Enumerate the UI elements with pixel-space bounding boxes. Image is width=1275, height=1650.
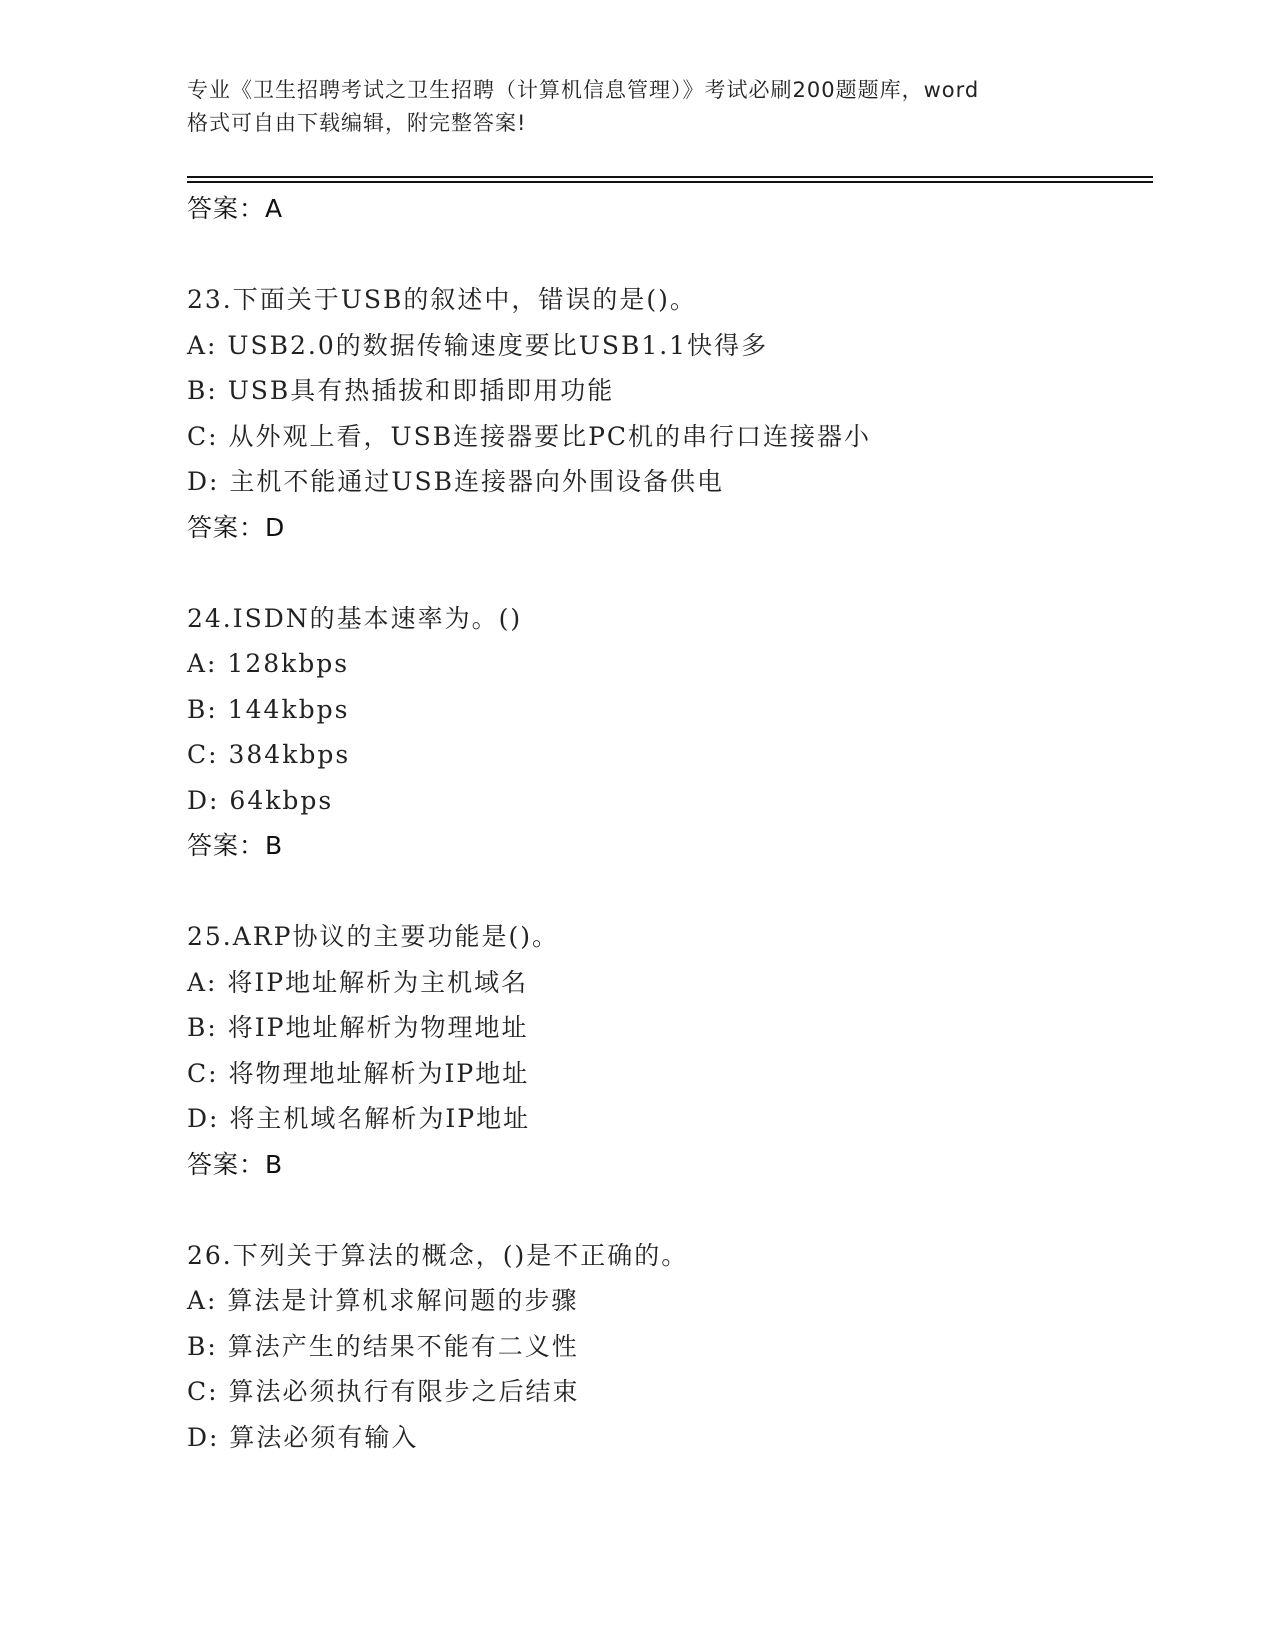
question-block (187, 277, 1153, 550)
spacer (187, 1187, 1153, 1233)
question-block (187, 914, 1153, 1187)
question-block (187, 596, 1153, 869)
spacer (187, 868, 1153, 914)
option-b: B: USB具有热插拔和即插即用功能 (187, 376, 615, 405)
option-a: A: 将IP地址解析为主机域名 (187, 967, 529, 997)
question-block (187, 1233, 1153, 1461)
option-b: B: 算法产生的结果不能有二义性 (187, 1331, 579, 1361)
option-c: C: 384kbps (187, 740, 351, 769)
header-line-2: 格式可自由下载编辑，附完整答案! (187, 111, 527, 135)
previous-answer: 答案：A (187, 194, 284, 223)
answer-line: 答案：D (187, 512, 286, 542)
option-a: A: 128kbps (187, 649, 350, 678)
option-a: A: 算法是计算机求解问题的步骤 (187, 1286, 579, 1315)
option-d: D: 主机不能通过USB连接器向外围设备供电 (187, 467, 724, 496)
question-list (187, 186, 1153, 1460)
answer-line: 答案：B (187, 1149, 284, 1179)
answer-line: 答案：B (187, 831, 284, 860)
option-a: A: USB2.0的数据传输速度要比USB1.1快得多 (187, 330, 769, 360)
option-d: D: 算法必须有输入 (187, 1422, 419, 1452)
document-header (187, 74, 1087, 140)
option-c: C: 将物理地址解析为IP地址 (187, 1058, 530, 1088)
header-divider-top (187, 176, 1153, 178)
question-stem: 26.下列关于算法的概念，()是不正确的。 (187, 1240, 689, 1270)
header-divider-bottom (187, 181, 1153, 183)
question-stem: 25.ARP协议的主要功能是()。 (187, 922, 559, 951)
option-d: D: 64kbps (187, 785, 334, 815)
header-line-1: 专业《卫生招聘考试之卫生招聘（计算机信息管理）》考试必刷200题题库，word (187, 78, 980, 102)
option-c: C: 算法必须执行有限步之后结束 (187, 1377, 580, 1406)
spacer (187, 550, 1153, 596)
option-b: B: 将IP地址解析为物理地址 (187, 1013, 529, 1042)
spacer (187, 231, 1153, 277)
option-b: B: 144kbps (187, 694, 350, 724)
question-stem: 23.下面关于USB的叙述中，错误的是()。 (187, 285, 697, 314)
question-stem: 24.ISDN的基本速率为。() (187, 603, 523, 633)
option-c: C: 从外观上看，USB连接器要比PC机的串行口连接器小 (187, 421, 872, 451)
option-d: D: 将主机域名解析为IP地址 (187, 1104, 531, 1133)
